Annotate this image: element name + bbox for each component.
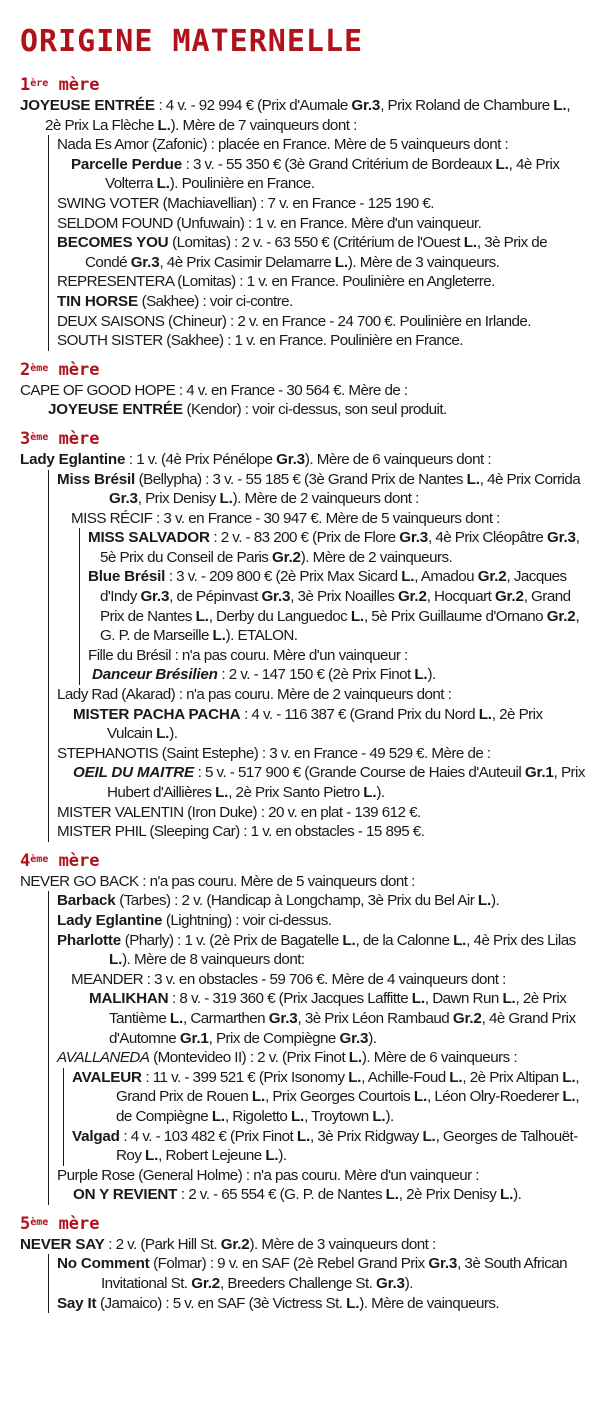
- list-item: Danceur Brésilien : 2 v. - 147 150 € (2è Prix Finot L.).: [92, 666, 436, 684]
- list-item: Barback (Tarbes) : 2 v. (Handicap à Longchamp, 3è Prix du Bel Air L.).: [57, 892, 500, 910]
- list-item: MEANDER : 3 v. en obstacles - 59 706 €. Mère de 4 vainqueurs dont :: [71, 970, 506, 988]
- list-item: STEPHANOTIS (Saint Estephe) : 3 v. en France - 49 529 €. Mère de :: [57, 744, 491, 762]
- offspring-group: [48, 470, 588, 842]
- list-item: MISS RÉCIF : 3 v. en France - 30 947 €. Mère de 5 vainqueurs dont :: [71, 509, 500, 527]
- list-item: Nada Es Amor (Zafonic) : placée en France. Mère de 5 vainqueurs dont :: [57, 136, 509, 154]
- list-item: MISTER PACHA PACHA : 4 v. - 116 387 € (Grand Prix du Nord L., 2è Prix Vulcain L.).: [73, 705, 543, 743]
- list-item: SWING VOTER (Machiavellian) : 7 v. en France - 125 190 €.: [57, 194, 434, 212]
- offspring-group: [48, 891, 588, 1205]
- list-item: AVALEUR : 11 v. - 399 521 € (Prix Isonomy L., Achille-Foud L., 2è Prix Altipan L., Grand Prix de Rouen L., Prix Georges Courtois L., Léon Olry-Roederer L., de Compiègne L., Rigoletto L., Troytown L.).: [72, 1068, 580, 1125]
- list-item: REPRESENTERA (Lomitas) : 1 v. en France. Poulinière en Angleterre.: [57, 273, 495, 291]
- list-item: TIN HORSE (Sakhee) : voir ci-contre.: [57, 292, 293, 310]
- list-item: ON Y REVIENT : 2 v. - 65 554 € (G. P. de Nantes L., 2è Prix Denisy L.).: [73, 1186, 522, 1204]
- list-item: Say It (Jamaico) : 5 v. en SAF (3è Victress St. L.). Mère de vainqueurs.: [57, 1294, 500, 1312]
- list-item: Valgad : 4 v. - 103 482 € (Prix Finot L., 3è Prix Ridgway L., Georges de Talhouët-Roy L., Robert Lejeune L.).: [72, 1127, 578, 1165]
- page-title: ORIGINE MATERNELLE: [20, 24, 364, 59]
- list-item: Miss Brésil (Bellypha) : 3 v. - 55 185 € (3è Grand Prix de Nantes L., 4è Prix Corrida Gr.3, Prix Denisy L.). Mère de 2 vainqueurs dont :: [57, 470, 581, 508]
- offspring-subgroup: [79, 528, 588, 685]
- section-heading-1: 1ère mère: [20, 75, 100, 95]
- list-item: Blue Brésil : 3 v. - 209 800 € (2è Prix Max Sicard L., Amadou Gr.2, Jacques d'Indy Gr.3, de Pépinvast Gr.3, 3è Prix Noailles Gr.2, Hocquart Gr.2, Grand Prix de Nantes L., Derby du Languedoc L., 5è Prix Guillaume d'Ornano Gr.2, G. P. de Marseille L.). ETALON.: [88, 568, 580, 645]
- list-item: Pharlotte (Pharly) : 1 v. (2è Prix de Bagatelle L., de la Calonne L., 4è Prix des Lilas L.). Mère de 8 vainqueurs dont:: [57, 931, 576, 969]
- dam-entry: Lady Eglantine : 1 v. (4è Prix Pénélope Gr.3). Mère de 6 vainqueurs dont :: [20, 450, 491, 468]
- offspring-subgroup: [63, 1068, 588, 1166]
- list-item: Purple Rose (General Holme) : n'a pas couru. Mère d'un vainqueur :: [57, 1166, 479, 1184]
- dam-entry: NEVER GO BACK : n'a pas couru. Mère de 5 vainqueurs dont :: [20, 872, 415, 890]
- offspring-group: [48, 1254, 588, 1313]
- list-item: MISS SALVADOR : 2 v. - 83 200 € (Prix de Flore Gr.3, 4è Prix Cléopâtre Gr.3, 5è Prix du Conseil de Paris Gr.2). Mère de 2 vainqueurs.: [88, 529, 580, 566]
- section-heading-2: 2ème mère: [20, 359, 100, 380]
- list-item: Lady Eglantine (Lightning) : voir ci-dessus.: [57, 911, 332, 929]
- dam-entry: JOYEUSE ENTRÉE : 4 v. - 92 994 € (Prix d'Aumale Gr.3, Prix Roland de Chambure L., 2è Prix La Flèche L.). Mère de 7 vainqueurs dont :: [20, 97, 571, 134]
- list-item: Parcelle Perdue : 3 v. - 55 350 € (3è Grand Critérium de Bordeaux L., 4è Prix Volterra L.). Poulinière en France.: [71, 155, 560, 193]
- list-item: OEIL DU MAITRE : 5 v. - 517 900 € (Grande Course de Haies d'Auteuil Gr.1, Prix Hubert d'Aillières L., 2è Prix Santo Pietro L.).: [73, 764, 585, 801]
- list-item: Lady Rad (Akarad) : n'a pas couru. Mère de 2 vainqueurs dont :: [57, 686, 452, 704]
- list-item: No Comment (Folmar) : 9 v. en SAF (2è Rebel Grand Prix Gr.3, 3è South African Invitational St. Gr.2, Breeders Challenge St. Gr.3).: [57, 1255, 568, 1293]
- list-item: SOUTH SISTER (Sakhee) : 1 v. en France. Poulinière en France.: [57, 332, 463, 350]
- section-heading-4: 4ème mère: [20, 850, 100, 871]
- list-item: AVALLANEDA (Montevideo II) : 2 v. (Prix Finot L.). Mère de 6 vainqueurs :: [57, 1049, 517, 1067]
- list-item: MISTER PHIL (Sleeping Car) : 1 v. en obstacles - 15 895 €.: [57, 823, 425, 841]
- list-item: MISTER VALENTIN (Iron Duke) : 20 v. en plat - 139 612 €.: [57, 803, 421, 821]
- list-item: BECOMES YOU (Lomitas) : 2 v. - 63 550 € (Critérium de l'Ouest L., 3è Prix de Condé Gr.3, 4è Prix Casimir Delamarre L.). Mère de 3 vainqueurs.: [57, 234, 548, 271]
- dam-entry: CAPE OF GOOD HOPE : 4 v. en France - 30 564 €. Mère de :: [20, 381, 408, 399]
- list-item: SELDOM FOUND (Unfuwain) : 1 v. en France. Mère d'un vainqueur.: [57, 214, 482, 232]
- list-item: JOYEUSE ENTRÉE (Kendor) : voir ci-dessus, son seul produit.: [48, 401, 447, 419]
- list-item: DEUX SAISONS (Chineur) : 2 v. en France - 24 700 €. Poulinière en Irlande.: [57, 312, 531, 330]
- dam-entry: NEVER SAY : 2 v. (Park Hill St. Gr.2). Mère de 3 vainqueurs dont :: [20, 1235, 436, 1253]
- section-heading-3: 3ème mère: [20, 428, 100, 449]
- list-item: MALIKHAN : 8 v. - 319 360 € (Prix Jacques Laffitte L., Dawn Run L., 2è Prix Tantième L., Carmarthen Gr.3, 3è Prix Léon Rambaud Gr.2, 4è Grand Prix d'Automne Gr.1, Prix de Compiègne Gr.3).: [89, 990, 576, 1047]
- list-item: Fille du Brésil : n'a pas couru. Mère d'un vainqueur :: [88, 646, 408, 664]
- section-heading-5: 5ème mère: [20, 1213, 100, 1234]
- offspring-group: [48, 135, 588, 351]
